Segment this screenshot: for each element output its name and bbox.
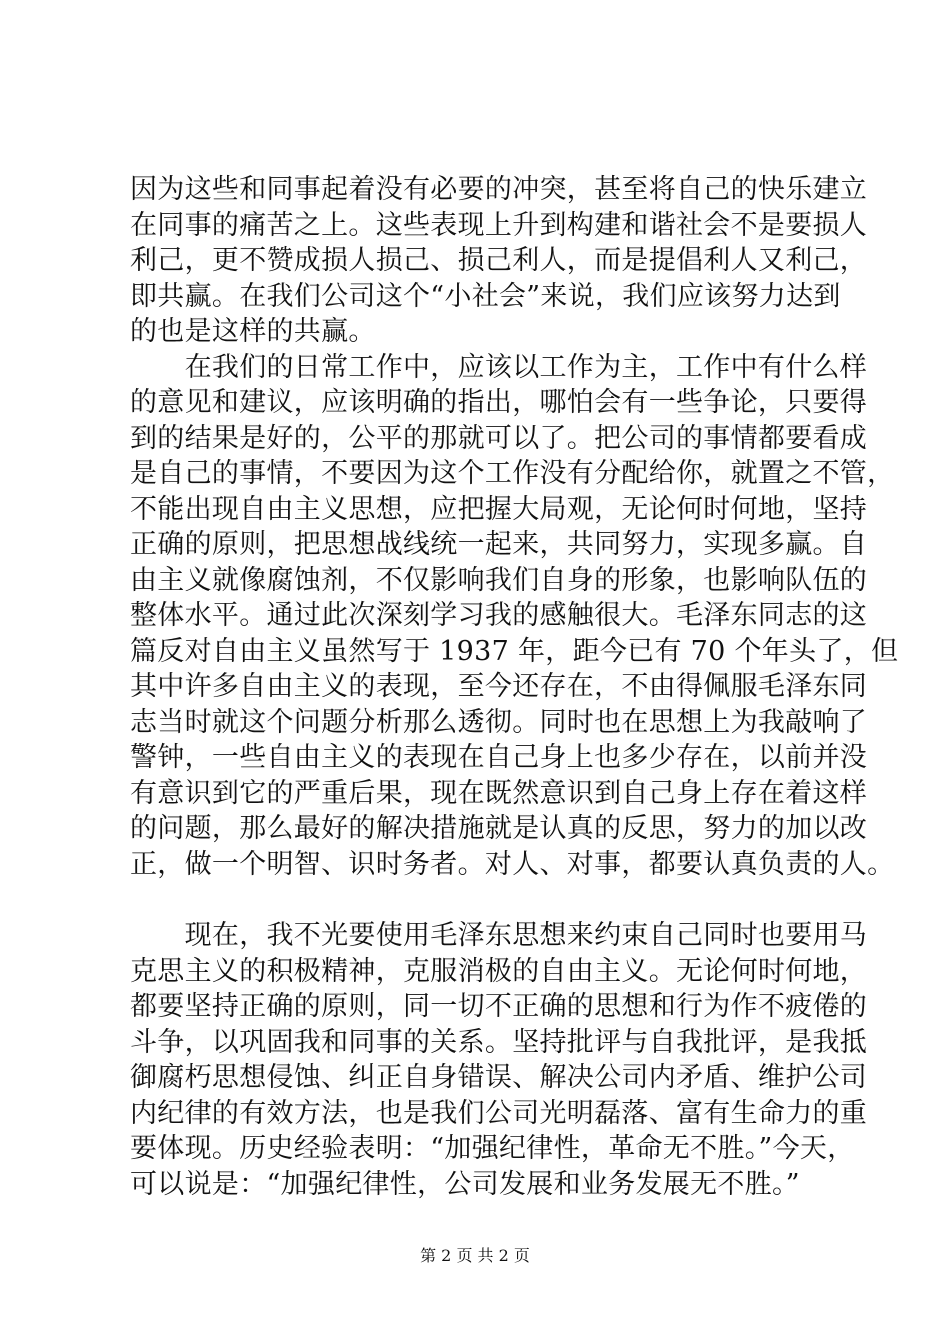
text-line: 斗争，以巩固我和同事的关系。坚持批评与自我批评，是我抵 (130, 1026, 868, 1058)
text-line: 的问题，那么最好的解决措施就是认真的反思，努力的加以改 (130, 813, 868, 844)
text-line: 的也是这样的共赢。 (130, 316, 376, 347)
text-line: 在我们的日常工作中，应该以工作为主，工作中有什么样 (130, 351, 868, 383)
text-line: 利己，更不赞成损人损己、损己利人，而是提倡利人又利己， (130, 245, 868, 276)
text-line: 是自己的事情，不要因为这个工作没有分配给你，就置之不管， (130, 458, 895, 489)
page-footer: 第 2 页 共 2 页 (420, 1246, 530, 1265)
text-line: 其中许多自由主义的表现，至今还存在，不由得佩服毛泽东同 (130, 671, 868, 702)
text-line: 克思主义的积极精神，克服消极的自由主义。无论何时何地， (130, 955, 868, 987)
text-line: 有意识到它的严重后果，现在既然意识到自己身上存在着这样 (130, 777, 868, 809)
paragraph-1 (130, 172, 868, 350)
text-line: 即共赢。在我们公司这个“小社会”来说，我们应该努力达到 (130, 280, 841, 312)
text-line: 警钟，一些自由主义的表现在自己身上也多少存在，以前并没 (130, 742, 868, 773)
paragraph-spacer (130, 882, 830, 918)
text-line: 可以说是：“加强纪律性，公司发展和业务发展无不胜。” (130, 1168, 800, 1200)
text-line: 到的结果是好的，公平的那就可以了。把公司的事情都要看成 (130, 422, 868, 454)
text-line: 都要坚持正确的原则，同一切不正确的思想和行为作不疲倦的 (130, 991, 868, 1022)
text-line: 内纪律的有效方法，也是我们公司光明磊落、富有生命力的重 (130, 1097, 868, 1129)
text-line: 御腐朽思想侵蚀、纠正自身错误、解决公司内矛盾、维护公司 (130, 1062, 868, 1093)
document-body (130, 172, 899, 1202)
text-line: 由主义就像腐蚀剂，不仅影响我们自身的形象，也影响队伍的 (130, 564, 868, 596)
paragraph-3 (130, 918, 868, 1202)
text-line: 因为这些和同事起着没有必要的冲突，甚至将自己的快乐建立 (130, 174, 868, 205)
text-line: 在同事的痛苦之上。这些表现上升到构建和谐社会不是要损人 (130, 209, 868, 241)
text-line: 整体水平。通过此次深刻学习我的感触很大。毛泽东同志的这 (130, 600, 868, 631)
text-line: 篇反对自由主义虽然写于 1937 年，距今已有 70 个年头了，但 (130, 635, 899, 667)
text-line: 正，做一个明智、识时务者。对人、对事，都要认真负责的人。 (130, 848, 895, 880)
text-line: 正确的原则，把思想战线统一起来，共同努力，实现多赢。自 (130, 529, 868, 560)
paragraph-2 (130, 350, 899, 883)
text-line: 的意见和建议，应该明确的指出，哪怕会有一些争论，只要得 (130, 387, 868, 418)
text-line: 要体现。历史经验表明：“加强纪律性，革命无不胜。”今天， (130, 1133, 855, 1164)
text-line: 志当时就这个问题分析那么透彻。同时也在思想上为我敲响了 (130, 706, 868, 738)
text-line: 现在，我不光要使用毛泽东思想来约束自己同时也要用马 (130, 920, 868, 951)
text-line: 不能出现自由主义思想，应把握大局观，无论何时何地，坚持 (130, 493, 868, 525)
